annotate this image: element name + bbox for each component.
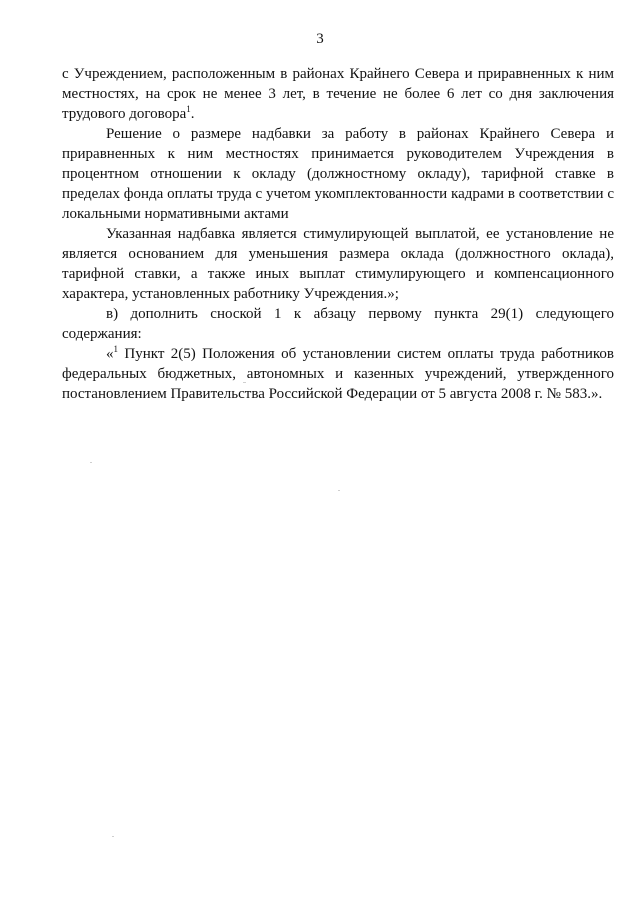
footnote-reference: 1 (113, 344, 118, 354)
paragraph-text: Пункт 2(5) Положения об установлении систем оплаты труда работников федеральных бюджетных, автономных и казенных учреждений, утвержденного постановлением Правительства Российской Федерации от 5 августа 2008 г. № 583.». (62, 346, 614, 402)
paragraph-allowance (62, 224, 614, 304)
paragraph-footnote-text (62, 344, 614, 404)
paragraph-text: Решение о размере надбавки за работу в районах Крайнего Севера и приравненных к ним местностях принимается руководителем Учреждения в процентном отношении к окладу (должностному окладу), тарифной ставке в пределах фонда оплаты труда с учетом укомплектованности кадрами в соответствии с локальными нормативными актами (62, 126, 614, 222)
paragraph-decision (62, 124, 614, 224)
paragraph-amendment (62, 304, 614, 344)
scan-speck (112, 836, 114, 837)
page-number: 3 (316, 31, 324, 47)
document-body (62, 64, 614, 404)
paragraph-text: с Учреждением, расположенным в районах Крайнего Севера и приравненных к ним местностях, на срок не менее 3 лет, в течение не более 6 лет со дня заключения трудового договора (62, 66, 614, 122)
paragraph-text: в) дополнить сноской 1 к абзацу первому пункта 29(1) следующего содержания: (62, 306, 614, 342)
paragraph-text: Указанная надбавка является стимулирующей выплатой, ее установление не является основанием для уменьшения размера оклада (должностного оклада), тарифной ставки, а также иных выплат стимулирующего и компенсационного характера, установленных работнику Учреждения.»; (62, 226, 614, 302)
footnote-reference: 1 (186, 104, 191, 114)
scan-speck (243, 382, 246, 383)
scan-speck (338, 490, 340, 491)
paragraph-end-punctuation: . (190, 106, 195, 122)
paragraph-continuation (62, 64, 614, 124)
opening-quote: « (106, 346, 114, 362)
scan-speck (90, 462, 92, 463)
